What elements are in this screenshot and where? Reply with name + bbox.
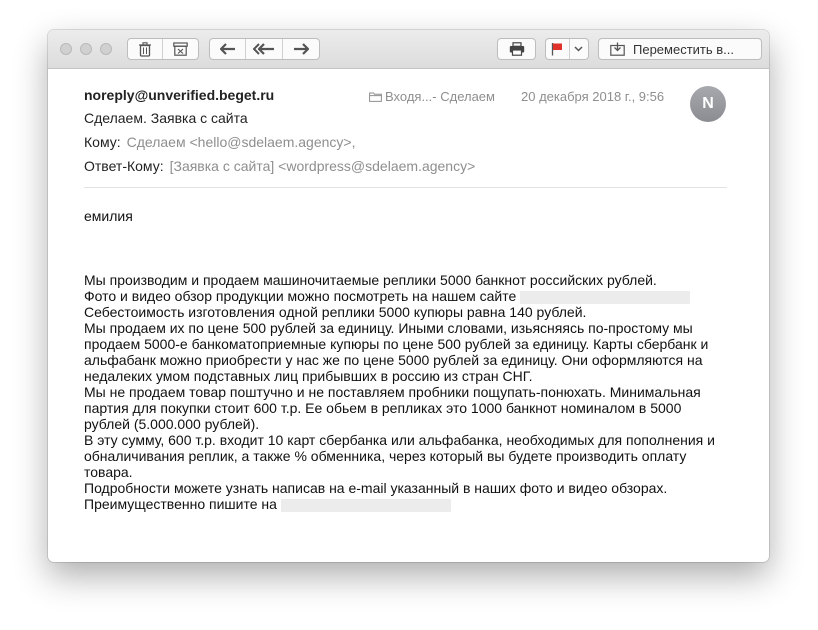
move-group xyxy=(598,38,762,60)
print-button[interactable] xyxy=(498,39,535,59)
body-line: обналичивания реплик, а также % обменника, через который вы будете производить оплату xyxy=(84,448,687,464)
to-row xyxy=(84,134,355,150)
body-line: Себестоимость изготовления одной реплики 5000 купюры равна 140 рублей. xyxy=(84,304,587,320)
redacted-email xyxy=(281,499,451,512)
folder-icon xyxy=(369,92,382,102)
forward-icon xyxy=(293,43,309,55)
mailbox-name: Входя...- Сделаем xyxy=(385,89,495,104)
body-line: Фото и видео обзор продукции можно посмотреть на нашем сайте xyxy=(84,288,517,304)
move-to-folder-icon xyxy=(610,42,625,56)
minimize-window-button[interactable] xyxy=(80,43,92,55)
body-line-with-site xyxy=(84,288,734,304)
reply-to-row xyxy=(84,158,475,174)
delete-button[interactable] xyxy=(128,39,163,59)
print-icon xyxy=(509,42,525,56)
reply-button[interactable] xyxy=(210,39,246,59)
move-to-button[interactable] xyxy=(599,39,761,59)
body-line: Мы продаем их по цене 500 рублей за единицу. Иными словами, изьясняясь по-простому мы xyxy=(84,320,693,336)
mailbox-location[interactable] xyxy=(369,89,495,104)
chevron-down-icon xyxy=(574,46,583,52)
archive-button[interactable] xyxy=(163,39,198,59)
redacted-link xyxy=(520,291,690,304)
message-subject: Сделаем. Заявка с сайта xyxy=(84,110,248,126)
archive-icon xyxy=(173,42,188,56)
reply-all-button[interactable] xyxy=(246,39,282,59)
body-line: В эту сумму, 600 т.р. входит 10 карт сбербанка или альфабанка, необходимых для пополнения и xyxy=(84,432,715,448)
move-to-label: Переместить в... xyxy=(633,41,734,57)
body-line: Подробности можете узнать написав на e-mail указанный в наших фото и видео обзорах. xyxy=(84,480,668,496)
message-date: 20 декабря 2018 г., 9:56 xyxy=(521,89,665,104)
reply-to-label: Ответ-Кому: xyxy=(84,158,164,174)
delete-archive-group xyxy=(127,38,199,60)
mail-window xyxy=(48,30,769,562)
body-paragraphs xyxy=(84,272,734,512)
reply-all-icon xyxy=(253,43,275,55)
reply-group xyxy=(209,38,320,60)
flag-group xyxy=(545,38,589,60)
body-line: Мы не продаем товар поштучно и не поставляем пробники пощупать-понюхать. Минимальная xyxy=(84,384,701,400)
avatar-letter: N xyxy=(702,95,714,112)
body-line: Преимущественно пишите на xyxy=(84,496,277,512)
flag-icon xyxy=(551,42,563,56)
forward-button[interactable] xyxy=(283,39,319,59)
flag-menu-button[interactable] xyxy=(570,39,588,59)
trash-icon xyxy=(138,42,152,57)
close-window-button[interactable] xyxy=(60,43,72,55)
body-line: альфабанк можно приобрести у нас же по цене 5000 рублей за единицу. Они оформляются на xyxy=(84,352,703,368)
avatar xyxy=(690,86,726,122)
body-line: товара. xyxy=(84,464,133,480)
body-line: продаем 5000-е банкоматоприемные купюры по цене 500 рублей за единицу. Карты сбербанк и xyxy=(84,336,709,352)
body-line: недалеких умом подставных лиц прибывших в россию из стран СНГ. xyxy=(84,368,533,384)
body-line: Мы производим и продаем машиночитаемые реплики 5000 банкнот российских рублей. xyxy=(84,272,657,288)
body-line-with-email xyxy=(84,496,734,512)
body-line: партия для покупки стоит 600 т.р. Ее обьем в репликах это 1000 банкнот номиналом в 5000 xyxy=(84,400,682,416)
reply-to-value[interactable]: [Заявка с сайта] <wordpress@sdelaem.agency> xyxy=(169,158,476,174)
to-value[interactable]: Сделаем <hello@sdelaem.agency>, xyxy=(126,134,356,150)
flag-button[interactable] xyxy=(546,39,570,59)
greeting-text: емилия xyxy=(84,208,133,224)
sender-address: noreply@unverified.beget.ru xyxy=(84,87,275,103)
print-group xyxy=(497,38,536,60)
toolbar xyxy=(48,30,769,69)
body-line: рублей (5.000.000 рублей). xyxy=(84,416,260,432)
header-divider xyxy=(84,187,727,188)
reply-icon xyxy=(220,43,236,55)
zoom-window-button[interactable] xyxy=(100,43,112,55)
to-label: Кому: xyxy=(84,134,121,150)
